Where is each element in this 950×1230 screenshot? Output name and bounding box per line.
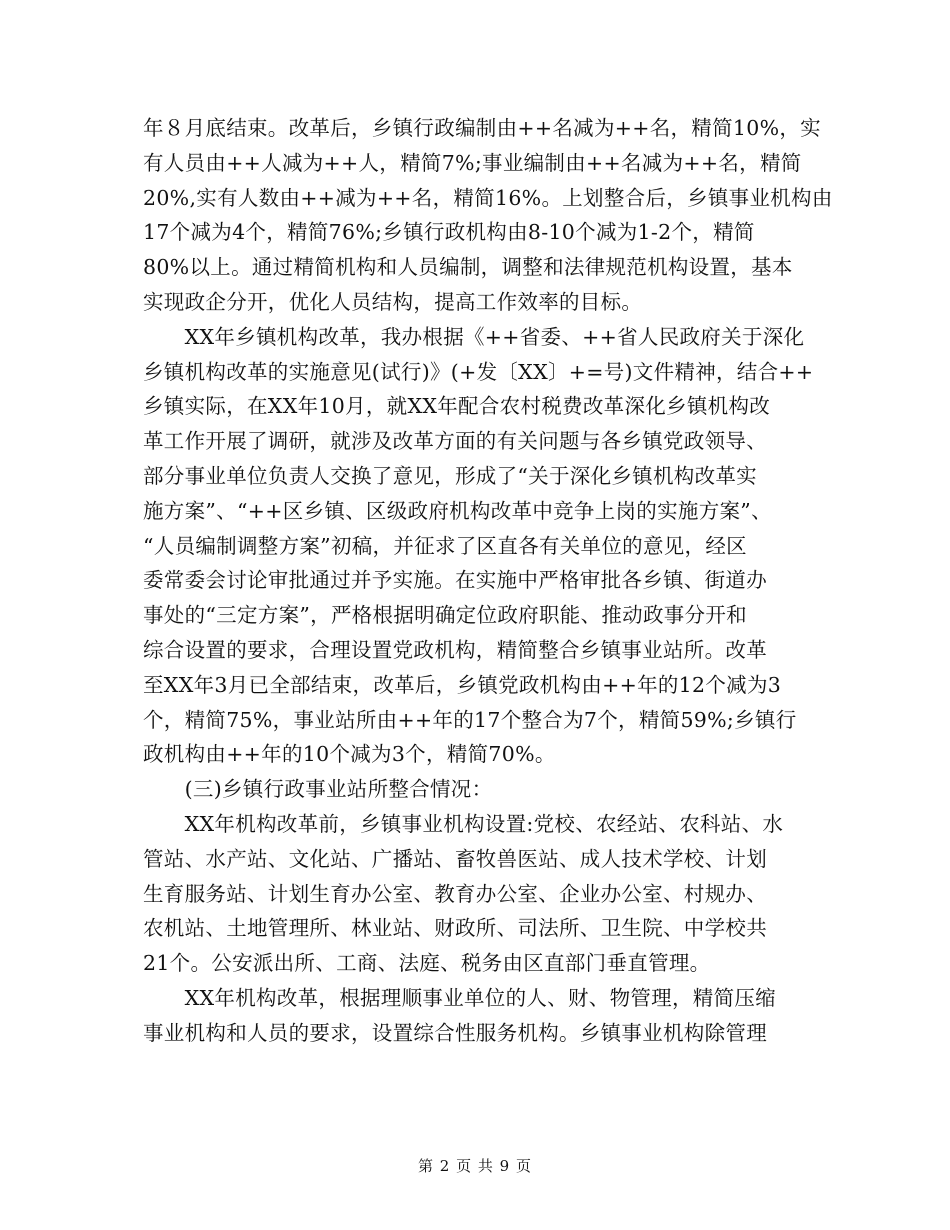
text-line: 综合设置的要求，合理设置党政机构，精简整合乡镇事业站所。改革 [143, 637, 767, 662]
text-line: “人员编制调整方案”初稿，并征求了区直各有关单位的意见，经区 [143, 533, 747, 558]
text-line: 管站、水产站、文化站、广播站、畜牧兽医站、成人技术学校、计划 [143, 846, 767, 871]
text-line: 至XX年3月已全部结束，改革后，乡镇党政机构由++年的12个减为3 [143, 672, 782, 697]
text-line: 政机构由++年的10个减为3个，精简70%。 [143, 742, 556, 767]
body-text [143, 111, 833, 1051]
text-line: XX年乡镇机构改革，我办根据《++省委、++省人民政府关于深化 [143, 324, 805, 349]
paragraph-block [143, 111, 833, 1051]
text-line: 农机站、土地管理所、林业站、财政所、司法所、卫生院、中学校共 [143, 916, 767, 941]
text-line: (三)乡镇行政事业站所整合情况： [143, 777, 493, 802]
text-line: 乡镇机构改革的实施意见(试行)》(+发〔XX〕+=号)文件精神，结合++ [143, 359, 814, 384]
text-line: 事业机构和人员的要求，设置综合性服务机构。乡镇事业机构除管理 [143, 1020, 767, 1045]
text-line: 部分事业单位负责人交换了意见，形成了“关于深化乡镇机构改革实 [143, 463, 757, 488]
text-line: 21个。公安派出所、工商、法庭、税务由区直部门垂直管理。 [143, 951, 711, 976]
text-line: 17个减为4个，精简76%;乡镇行政机构由8-10个减为1-2个，精简 [143, 220, 755, 245]
text-line: 有人员由++人减为++人，精简7%;事业编制由++名减为++名，精简 [143, 150, 802, 175]
text-line: 委常委会讨论审批通过并予实施。在实施中严格审批各乡镇、街道办 [143, 568, 767, 593]
page-number-footer: 第 2 页 共 9 页 [418, 1157, 532, 1175]
text-line: 生育服务站、计划生育办公室、教育办公室、企业办公室、村规办、 [143, 881, 767, 906]
text-line: 实现政企分开，优化人员结构，提高工作效率的目标。 [143, 289, 643, 314]
text-line: XX年机构改革前，乡镇事业机构设置:党校、农经站、农科站、水 [143, 811, 784, 836]
text-line: 施方案”、“++区乡镇、区级政府机构改革中竞争上岗的实施方案”、 [143, 498, 772, 523]
text-line: XX年机构改革，根据理顺事业单位的人、财、物管理，精简压缩 [143, 985, 776, 1010]
text-line: 个，精简75%，事业站所由++年的17个整合为7个，精简59%;乡镇行 [143, 707, 797, 732]
text-line: 年８月底结束。改革后，乡镇行政编制由++名减为++名，精简10%，实 [143, 116, 821, 140]
text-line: 20%,实有人数由++减为++名，精简16%。上划整合后，乡镇事业机构由 [143, 185, 833, 210]
text-line: 革工作开展了调研，就涉及改革方面的有关问题与各乡镇党政领导、 [143, 429, 767, 454]
text-line: 80%以上。通过精简机构和人员编制，调整和法律规范机构设置，基本 [143, 255, 793, 280]
text-line: 乡镇实际，在XX年10月，就XX年配合农村税费改革深化乡镇机构改 [143, 394, 771, 419]
text-line: 事处的“三定方案”，严格根据明确定位政府职能、推动政事分开和 [143, 603, 747, 628]
